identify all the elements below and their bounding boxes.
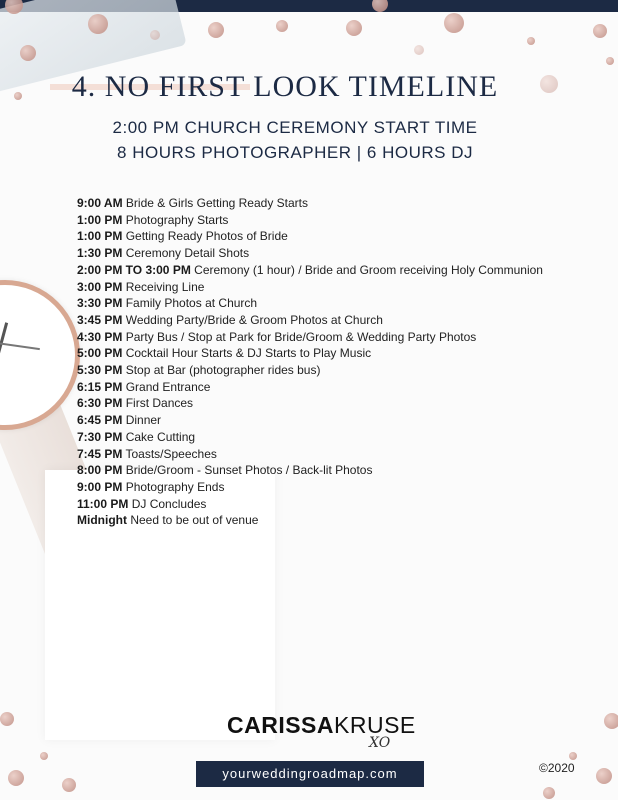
- timeline-time: 1:00 PM: [77, 212, 123, 227]
- confetti-dot: [0, 712, 14, 726]
- timeline-item: [77, 262, 597, 279]
- timeline-item: [77, 212, 597, 229]
- timeline-time: 11:00 PM: [77, 496, 129, 511]
- confetti-dot: [527, 37, 535, 45]
- timeline-item: [77, 245, 597, 262]
- timeline-time: 1:00 PM: [77, 229, 123, 244]
- timeline-description: Need to be out of venue: [130, 513, 259, 528]
- timeline-description: Grand Entrance: [125, 379, 211, 394]
- confetti-dot: [276, 20, 288, 32]
- timeline-time: 6:15 PM: [77, 379, 123, 394]
- timeline-time: 7:30 PM: [77, 429, 123, 444]
- timeline-description: Bride & Girls Getting Ready Starts: [125, 196, 308, 210]
- timeline-time: 8:00 PM: [77, 463, 123, 478]
- timeline-description: Cocktail Hour Starts & DJ Starts to Play Music: [125, 346, 372, 361]
- timeline-item: [77, 279, 597, 296]
- timeline-item: [77, 395, 597, 412]
- timeline-time: 5:00 PM: [77, 346, 123, 361]
- timeline-item: [77, 379, 597, 396]
- timeline-description: First Dances: [125, 396, 194, 411]
- timeline-time: 3:30 PM: [77, 296, 123, 311]
- timeline-item: [77, 295, 597, 312]
- confetti-dot: [346, 20, 362, 36]
- timeline-description: Party Bus / Stop at Park for Bride/Groom & Wedding Party Photos: [125, 329, 477, 344]
- timeline-description: Photography Ends: [125, 479, 225, 494]
- confetti-dot: [40, 752, 48, 760]
- timeline-description: Photography Starts: [125, 212, 229, 227]
- timeline-time: 3:00 PM: [77, 279, 123, 294]
- confetti-dot: [606, 57, 614, 65]
- confetti-dot: [569, 752, 577, 760]
- website-url[interactable]: yourweddingroadmap.com: [196, 761, 424, 787]
- timeline-description: Toasts/Speeches: [125, 446, 217, 461]
- confetti-dot: [593, 24, 607, 38]
- timeline-item: [77, 195, 597, 212]
- timeline-description: Stop at Bar (photographer rides bus): [125, 363, 321, 378]
- confetti-dot: [62, 778, 76, 792]
- timeline-item: [77, 479, 597, 496]
- timeline-description: DJ Concludes: [131, 496, 207, 511]
- timeline-description: Getting Ready Photos of Bride: [125, 229, 288, 244]
- copyright: ©2020: [539, 761, 575, 775]
- timeline-time: 5:30 PM: [77, 363, 123, 378]
- timeline-item: [77, 496, 597, 513]
- confetti-dot: [8, 770, 24, 786]
- timeline-time: 6:30 PM: [77, 396, 123, 411]
- timeline-item: [77, 329, 597, 346]
- brand-name-part1: CARISSA: [227, 712, 335, 738]
- timeline-time: 1:30 PM: [77, 246, 123, 261]
- timeline-item: [77, 228, 597, 245]
- timeline-item: [77, 362, 597, 379]
- timeline-time: 9:00 AM: [77, 196, 123, 210]
- brand-signature: XO: [369, 735, 391, 751]
- timeline-description: Family Photos at Church: [125, 296, 258, 311]
- confetti-dot: [414, 45, 424, 55]
- timeline-time: 3:45 PM: [77, 312, 123, 327]
- timeline-description: Bride/Groom - Sunset Photos / Back-lit Photos: [125, 463, 373, 478]
- timeline-description: Cake Cutting: [125, 429, 196, 444]
- subtitle-start-time: 2:00 PM CHURCH CEREMONY START TIME: [112, 118, 478, 137]
- confetti-dot: [444, 13, 464, 33]
- timeline-description: Dinner: [125, 413, 162, 428]
- timeline-item: [77, 429, 597, 446]
- confetti-dot: [20, 45, 36, 61]
- timeline-time: 9:00 PM: [77, 479, 123, 494]
- page-title: 4. NO FIRST LOOK TIMELINE: [71, 70, 499, 103]
- timeline-time: 4:30 PM: [77, 329, 123, 344]
- confetti-dot: [150, 30, 160, 40]
- timeline-description: Ceremony Detail Shots: [125, 246, 250, 261]
- watch-face-decoration: [0, 280, 80, 430]
- confetti-dot: [208, 22, 224, 38]
- timeline-time: 7:45 PM: [77, 446, 123, 461]
- timeline-time: Midnight: [77, 513, 127, 528]
- timeline-item: [77, 446, 597, 463]
- timeline-description: Receiving Line: [125, 279, 205, 294]
- timeline-item: [77, 512, 597, 529]
- confetti-dot: [543, 787, 555, 799]
- timeline-item: [77, 412, 597, 429]
- timeline-item: [77, 462, 597, 479]
- timeline-description: Ceremony (1 hour) / Bride and Groom receiving Holy Communion: [194, 262, 543, 277]
- timeline-time: 2:00 PM TO 3:00 PM: [77, 262, 191, 277]
- timeline-description: Wedding Party/Bride & Groom Photos at Church: [125, 312, 383, 327]
- confetti-dot: [88, 14, 108, 34]
- timeline-list: [77, 195, 597, 529]
- timeline-item: [77, 345, 597, 362]
- confetti-dot: [604, 713, 618, 729]
- confetti-dot: [596, 768, 612, 784]
- timeline-time: 6:45 PM: [77, 413, 123, 428]
- brand-name-part2: KRUSE: [334, 712, 416, 738]
- timeline-item: [77, 312, 597, 329]
- subtitle-hours: 8 HOURS PHOTOGRAPHER | 6 HOURS DJ: [117, 143, 473, 162]
